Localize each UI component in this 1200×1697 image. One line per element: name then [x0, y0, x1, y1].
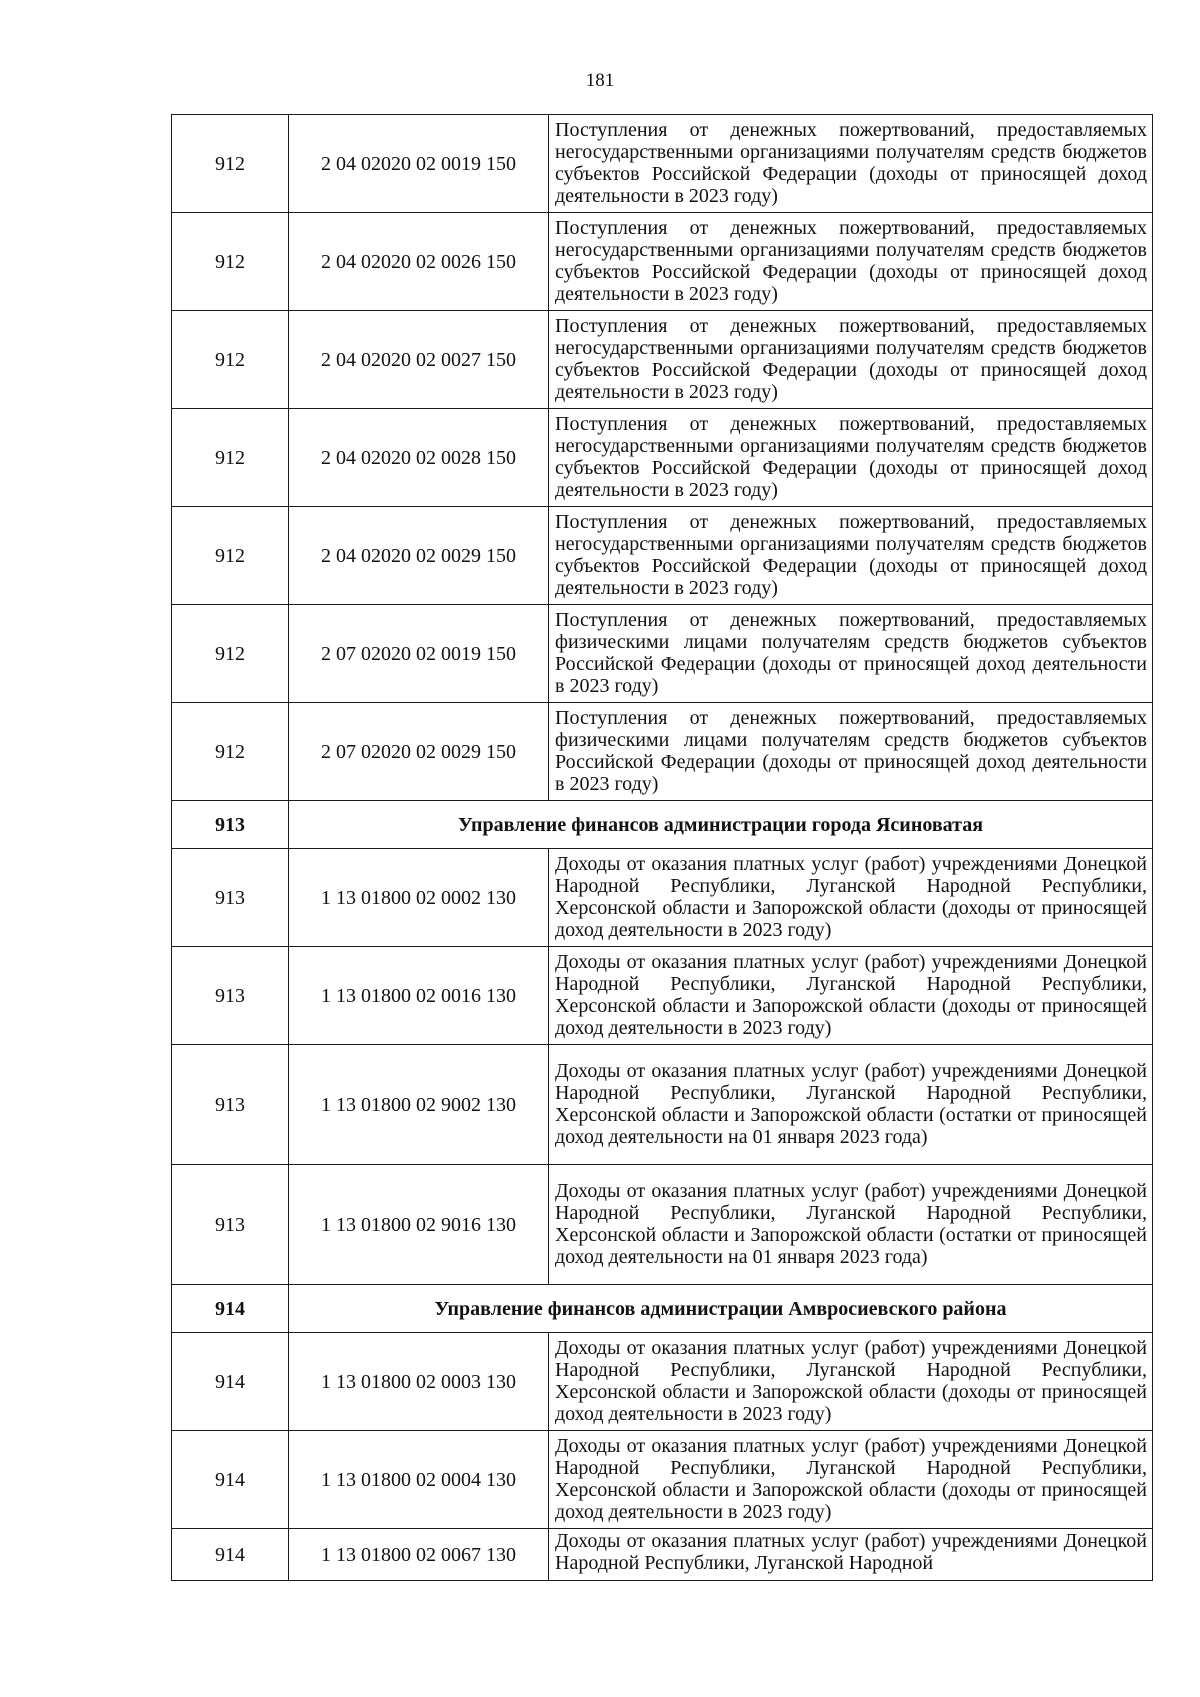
table-row	[172, 507, 1153, 605]
revenue-code-cell: 1 13 01800 02 9002 130	[289, 1045, 549, 1165]
revenue-name-cell: Доходы от оказания платных услуг (работ) учреждениями Донецкой Народной Республики, Луганской Народной Республики, Херсонской области и Запорожской области (остатки от приносящей доход деятельности на 01 января 2023 года)	[549, 1045, 1153, 1165]
revenue-code-cell: 2 07 02020 02 0029 150	[289, 703, 549, 801]
revenue-name-cell: Доходы от оказания платных услуг (работ) учреждениями Донецкой Народной Республики, Луганской Народной Республики, Херсонской области и Запорожской области (доходы от приносящей доход деятельности в 2023 году)	[549, 947, 1153, 1045]
revenue-name-cell: Поступления от денежных пожертвований, предоставляемых физическими лицами получателям средств бюджетов субъектов Российской Федерации (доходы от приносящей доход деятельности в 2023 году)	[549, 605, 1153, 703]
revenue-name-cell: Поступления от денежных пожертвований, предоставляемых негосударственными организациями получателям средств бюджетов субъектов Российской Федерации (доходы от приносящей доход деятельности в 2023 году)	[549, 311, 1153, 409]
revenue-name-cell: Доходы от оказания платных услуг (работ) учреждениями Донецкой Народной Республики, Луганской Народной Республики, Херсонской области и Запорожской области (доходы от приносящей доход деятельности в 2023 году)	[549, 1333, 1153, 1431]
table-row	[172, 1045, 1153, 1165]
revenue-name-cell: Поступления от денежных пожертвований, предоставляемых негосударственными организациями получателям средств бюджетов субъектов Российской Федерации (доходы от приносящей доход деятельности в 2023 году)	[549, 115, 1153, 213]
revenue-code-cell: 2 04 02020 02 0019 150	[289, 115, 549, 213]
table-row	[172, 311, 1153, 409]
admin-code-cell: 912	[172, 605, 289, 703]
table-row	[172, 849, 1153, 947]
admin-code-cell: 914	[172, 1285, 289, 1333]
revenue-name-cell: Доходы от оказания платных услуг (работ) учреждениями Донецкой Народной Республики, Луганской Народной	[549, 1529, 1153, 1581]
table-row	[172, 1431, 1153, 1529]
page-number: 181	[585, 70, 615, 91]
admin-code-cell: 912	[172, 213, 289, 311]
section-header-row	[172, 801, 1153, 849]
table-row	[172, 1165, 1153, 1285]
admin-code-cell: 912	[172, 507, 289, 605]
admin-code-cell: 912	[172, 703, 289, 801]
section-header-row	[172, 1285, 1153, 1333]
revenue-code-cell: 2 04 02020 02 0028 150	[289, 409, 549, 507]
table-row	[172, 1529, 1153, 1581]
admin-code-cell: 913	[172, 1045, 289, 1165]
revenue-name-cell: Поступления от денежных пожертвований, предоставляемых негосударственными организациями получателям средств бюджетов субъектов Российской Федерации (доходы от приносящей доход деятельности в 2023 году)	[549, 507, 1153, 605]
section-title-cell: Управление финансов администрации города Ясиноватая	[289, 801, 1153, 849]
revenue-code-cell: 2 04 02020 02 0029 150	[289, 507, 549, 605]
section-title-cell: Управление финансов администрации Амвросиевского района	[289, 1285, 1153, 1333]
admin-code-cell: 913	[172, 801, 289, 849]
revenue-code-cell: 1 13 01800 02 0003 130	[289, 1333, 549, 1431]
admin-code-cell: 912	[172, 115, 289, 213]
revenue-code-cell: 2 04 02020 02 0026 150	[289, 213, 549, 311]
revenue-code-cell: 2 07 02020 02 0019 150	[289, 605, 549, 703]
table-row	[172, 115, 1153, 213]
revenue-code-cell: 1 13 01800 02 0002 130	[289, 849, 549, 947]
table-row	[172, 947, 1153, 1045]
table-row	[172, 213, 1153, 311]
admin-code-cell: 914	[172, 1431, 289, 1529]
table-body	[172, 115, 1153, 1581]
revenue-name-cell: Доходы от оказания платных услуг (работ) учреждениями Донецкой Народной Республики, Луганской Народной Республики, Херсонской области и Запорожской области (доходы от приносящей доход деятельности в 2023 году)	[549, 1431, 1153, 1529]
revenue-name-cell: Поступления от денежных пожертвований, предоставляемых негосударственными организациями получателям средств бюджетов субъектов Российской Федерации (доходы от приносящей доход деятельности в 2023 году)	[549, 409, 1153, 507]
revenue-code-cell: 1 13 01800 02 0016 130	[289, 947, 549, 1045]
revenue-name-cell: Поступления от денежных пожертвований, предоставляемых физическими лицами получателям средств бюджетов субъектов Российской Федерации (доходы от приносящей доход деятельности в 2023 году)	[549, 703, 1153, 801]
admin-code-cell: 912	[172, 409, 289, 507]
revenue-name-cell: Доходы от оказания платных услуг (работ) учреждениями Донецкой Народной Республики, Луганской Народной Республики, Херсонской области и Запорожской области (доходы от приносящей доход деятельности в 2023 году)	[549, 849, 1153, 947]
table-row	[172, 605, 1153, 703]
table-row	[172, 1333, 1153, 1431]
revenue-codes-table	[171, 114, 1153, 1581]
table-row	[172, 703, 1153, 801]
admin-code-cell: 913	[172, 849, 289, 947]
admin-code-cell: 914	[172, 1529, 289, 1581]
admin-code-cell: 913	[172, 947, 289, 1045]
revenue-code-cell: 1 13 01800 02 9016 130	[289, 1165, 549, 1285]
admin-code-cell: 912	[172, 311, 289, 409]
revenue-code-cell: 2 04 02020 02 0027 150	[289, 311, 549, 409]
revenue-code-cell: 1 13 01800 02 0067 130	[289, 1529, 549, 1581]
revenue-name-cell: Поступления от денежных пожертвований, предоставляемых негосударственными организациями получателям средств бюджетов субъектов Российской Федерации (доходы от приносящей доход деятельности в 2023 году)	[549, 213, 1153, 311]
admin-code-cell: 914	[172, 1333, 289, 1431]
table-row	[172, 409, 1153, 507]
admin-code-cell: 913	[172, 1165, 289, 1285]
revenue-code-cell: 1 13 01800 02 0004 130	[289, 1431, 549, 1529]
revenue-name-cell: Доходы от оказания платных услуг (работ) учреждениями Донецкой Народной Республики, Луганской Народной Республики, Херсонской области и Запорожской области (остатки от приносящей доход деятельности на 01 января 2023 года)	[549, 1165, 1153, 1285]
